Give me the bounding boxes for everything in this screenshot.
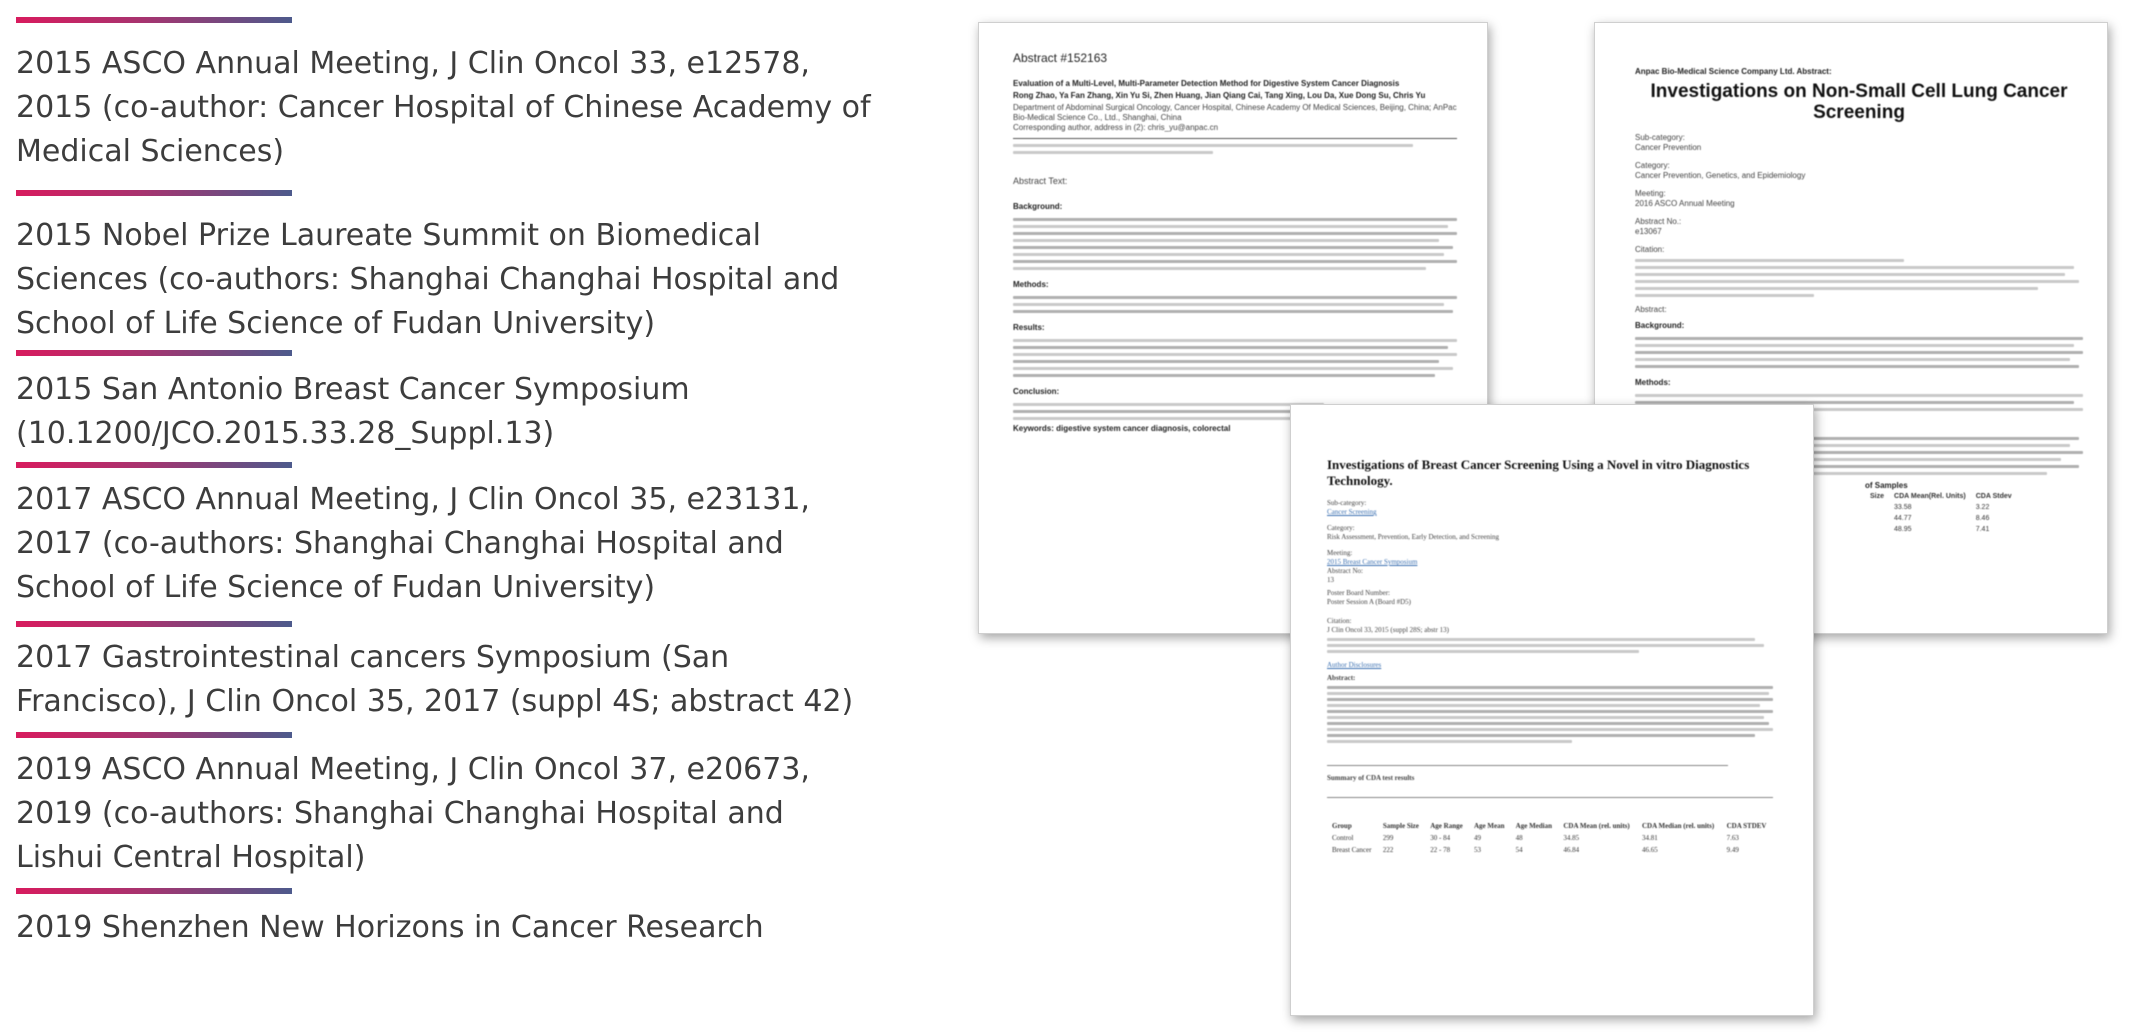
table-row [1327, 844, 1773, 856]
table-header: CDA Stdev [1975, 493, 2012, 500]
table-cell: Control [1332, 834, 1354, 842]
abstract-authors: Rong Zhao, Ya Fan Zhang, Xin Yu Si, Zhen Huang, Jian Qiang Cai, Tang Xing, Lou Da, Xue Dong Su, Chris Yu [1013, 91, 1426, 100]
category-label: Category: [1635, 161, 1670, 170]
entry-text: 2019 Shenzhen New Horizons in Cancer Research [16, 910, 764, 945]
abstract-text-label: Abstract Text: [1013, 176, 1068, 186]
background-label: Background: [1013, 202, 1063, 211]
abstract-no-label: Abstract No.: [1635, 217, 1682, 226]
table-row [1865, 513, 2017, 524]
abstract-label: Abstract: [1327, 674, 1356, 682]
table-row [1327, 832, 1773, 844]
poster-board-label: Poster Board Number: [1327, 589, 1390, 597]
table-header: Age Mean [1473, 822, 1505, 830]
meeting-label: Meeting: [1327, 549, 1353, 557]
table-row [1865, 502, 2017, 513]
category-value: Cancer Prevention, Genetics, and Epidemiology [1635, 171, 1806, 180]
table-header: CDA Median (rel. units) [1641, 822, 1715, 830]
author-disclosures-link[interactable]: Author Disclosures [1327, 661, 1382, 669]
entry-text: 2017 ASCO Annual Meeting, J Clin Oncol 35, e23131, 2017 (co-authors: Shanghai Changhai Hospital and School of Life Science of Fudan University) [16, 482, 810, 605]
citation-label: Citation: [1635, 245, 1665, 254]
table-cell: 34.85 [1563, 834, 1580, 842]
table-cell: 49 [1473, 834, 1481, 842]
table-header: CDA Mean (rel. units) [1563, 822, 1630, 830]
table-header: Size [1870, 493, 1885, 500]
methods-label: Methods: [1635, 378, 1671, 387]
divider-bar [16, 350, 292, 356]
category-label: Category: [1327, 524, 1355, 532]
table-cell [1865, 513, 1889, 524]
table-cell: 8.46 [1975, 515, 1990, 522]
table-cell: 22 - 78 [1430, 846, 1451, 854]
abstract-title: Investigations on Non-Small Cell Lung Cancer Screening [1650, 81, 2068, 123]
abstract-affiliation: Department of Abdominal Surgical Oncology, Cancer Hospital, Chinese Academy Of Medical Sciences, Beijing, China; AnPac Bio-Medical Science Co., Ltd., Shanghai, China [1013, 103, 1457, 122]
divider-bar [16, 190, 292, 196]
abstract-no-value: e13067 [1635, 227, 1662, 236]
table-header: Sample Size [1382, 822, 1419, 830]
abstract-label: Abstract: [1635, 305, 1667, 314]
meeting-label: Meeting: [1635, 189, 1666, 198]
category-value: Risk Assessment, Prevention, Early Detection, and Screening [1327, 533, 1500, 541]
entry-text: 2017 Gastrointestinal cancers Symposium (San Francisco), J Clin Oncol 35, 2017 (suppl 4S; abstract 42) [16, 640, 854, 719]
table-cell [1865, 524, 1889, 535]
table-cell: 7.63 [1726, 834, 1739, 842]
table-cell: 9.49 [1726, 846, 1739, 854]
poster-board-value: Poster Session A (Board #D5) [1327, 598, 1411, 606]
abstract-title: Evaluation of a Multi-Level, Multi-Parameter Detection Method for Digestive System Cancer Diagnosis [1013, 79, 1400, 88]
abstract-number: Abstract #152163 [1013, 51, 1108, 65]
divider-bar [16, 621, 292, 627]
company-heading: Anpac Bio-Medical Science Company Ltd. Abstract: [1635, 67, 1832, 76]
keywords-label: Keywords: digestive system cancer diagnosis, colorectal [1013, 424, 1231, 433]
subcategory-link[interactable]: Cancer Screening [1327, 508, 1377, 516]
table-cell: 3.22 [1975, 504, 1990, 511]
table-cell: 44.77 [1894, 515, 1912, 522]
table-title: of Samples [1865, 481, 1908, 490]
entry-text: 2015 Nobel Prize Laureate Summit on Biomedical Sciences (co-authors: Shanghai Changhai Hospital and School of Life Science of Fudan University) [16, 218, 840, 341]
table-cell: 222 [1382, 846, 1394, 854]
table-header: Age Range [1430, 822, 1463, 830]
table-header: Age Median [1515, 822, 1553, 830]
entry-text: 2015 ASCO Annual Meeting, J Clin Oncol 33, e12578, 2015 (co-author: Cancer Hospital of Chinese Academy of Medical Sciences) [16, 46, 871, 169]
background-label: Background: [1635, 321, 1685, 330]
entry-text: 2019 ASCO Annual Meeting, J Clin Oncol 37, e20673, 2019 (co-authors: Shanghai Changhai Hospital and Lishui Central Hospital) [16, 752, 810, 875]
table-cell: 299 [1382, 834, 1394, 842]
summary-label: Summary of CDA test results [1327, 774, 1415, 782]
divider-bar [16, 17, 292, 23]
abstract-document-breast [1290, 404, 1814, 1016]
samples-table [1865, 491, 2017, 535]
divider [1013, 138, 1457, 139]
conclusion-label: Conclusion: [1013, 387, 1060, 396]
methods-label: Methods: [1013, 280, 1049, 289]
table-cell: 53 [1473, 846, 1481, 854]
table-header: CDA STDEV [1726, 822, 1767, 830]
divider-bar [16, 888, 292, 894]
table-cell: 46.65 [1641, 846, 1658, 854]
table-cell: 34.81 [1641, 834, 1658, 842]
abstract-title: Investigations of Breast Cancer Screening Using a Novel in vitro Diagnostics Technology. [1327, 457, 1750, 488]
table-cell: 48 [1515, 834, 1523, 842]
corresponding-author: Corresponding author, address in (2): chris_yu@anpac.cn [1013, 123, 1219, 132]
subcategory-label: Sub-category: [1327, 499, 1367, 507]
divider-bar [16, 732, 292, 738]
abstract-no-label: Abstract No: [1327, 567, 1363, 575]
meeting-link[interactable]: 2015 Breast Cancer Symposium [1327, 558, 1418, 566]
table-cell: 7.41 [1975, 526, 1990, 533]
subcategory-label: Sub-category: [1635, 133, 1685, 142]
citation-label: Citation: [1327, 617, 1352, 625]
table-row [1865, 524, 2017, 535]
table-header: Group [1332, 822, 1352, 830]
results-label: Results: [1013, 323, 1045, 332]
table-cell: 46.84 [1563, 846, 1580, 854]
table-header: CDA Mean(Rel. Units) [1894, 493, 1966, 500]
table-cell: Breast Cancer [1332, 846, 1372, 854]
table-cell: 54 [1515, 846, 1523, 854]
subcategory-value: Cancer Prevention [1635, 143, 1702, 152]
entry-text: 2015 San Antonio Breast Cancer Symposium (10.1200/JCO.2015.33.28_Suppl.13) [16, 372, 690, 451]
divider-bar [16, 462, 292, 468]
table-cell: 48.95 [1894, 526, 1912, 533]
table-cell: 33.58 [1894, 504, 1912, 511]
abstract-no-value: 13 [1327, 576, 1334, 584]
table-cell: 30 - 84 [1430, 834, 1451, 842]
table-cell [1865, 502, 1889, 513]
meeting-value: 2016 ASCO Annual Meeting [1635, 199, 1735, 208]
citation-value: J Clin Oncol 33, 2015 (suppl 28S; abstr 13) [1327, 626, 1449, 634]
cda-results-table [1327, 820, 1773, 856]
